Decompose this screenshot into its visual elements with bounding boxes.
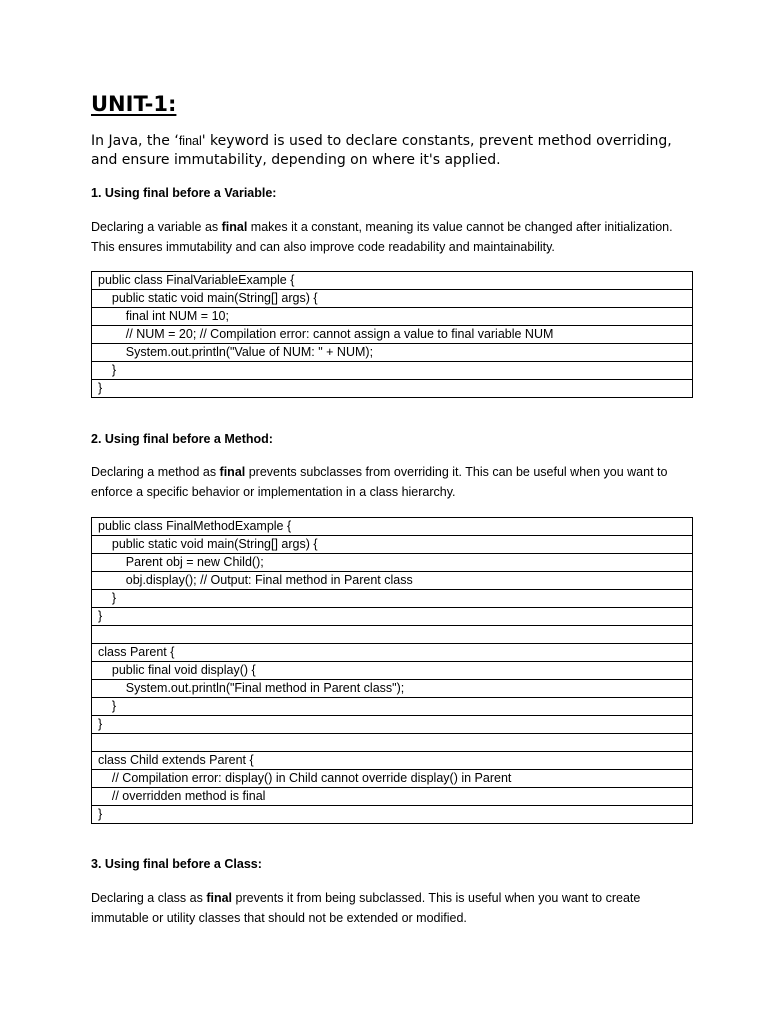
keyword-final: final <box>221 220 248 234</box>
keyword-final: final <box>219 465 246 479</box>
code-line: } <box>92 362 693 380</box>
intro-text-before: In Java, the ‘ <box>91 133 179 149</box>
code-block-variable <box>91 271 693 398</box>
code-line: } <box>92 380 693 398</box>
page-title: UNIT-1: <box>91 92 177 116</box>
section-3-paragraph: Declaring a class as final prevents it from being subclassed. This is useful when you want to create immutable or utility classes that should not be extended or modified. <box>91 891 641 925</box>
code-line: System.out.println("Final method in Parent class"); <box>92 680 693 698</box>
code-line: } <box>92 608 693 626</box>
code-line: } <box>92 698 693 716</box>
intro-text-after: ' keyword is used to declare constants, prevent method overriding, and ensure immutability, depending on where it's applied. <box>91 133 672 168</box>
code-line: class Parent { <box>92 644 693 662</box>
code-line: class Child extends Parent { <box>92 752 693 770</box>
intro-keyword: final <box>178 134 202 148</box>
code-line: public class FinalMethodExample { <box>92 518 693 536</box>
code-line: } <box>92 806 693 824</box>
code-line: public static void main(String[] args) { <box>92 536 693 554</box>
code-line <box>92 626 693 644</box>
code-line: obj.display(); // Output: Final method in Parent class <box>92 572 693 590</box>
code-line: Parent obj = new Child(); <box>92 554 693 572</box>
section-3-heading: 3. Using final before a Class: <box>91 857 262 871</box>
code-line: } <box>92 590 693 608</box>
section-1-heading: 1. Using final before a Variable: <box>91 186 277 200</box>
code-line: final int NUM = 10; <box>92 308 693 326</box>
code-line: } <box>92 716 693 734</box>
code-line: // overridden method is final <box>92 788 693 806</box>
intro-paragraph <box>91 132 691 170</box>
code-line: public final void display() { <box>92 662 693 680</box>
code-line: public class FinalVariableExample { <box>92 272 693 290</box>
code-line: System.out.println("Value of NUM: " + NUM); <box>92 344 693 362</box>
keyword-final: final <box>206 891 233 905</box>
code-block-method <box>91 517 693 824</box>
section-1-paragraph: Declaring a variable as final makes it a constant, meaning its value cannot be changed after initialization. This ensures immutability and can also improve code readability and maintainability. <box>91 220 673 254</box>
code-line: // Compilation error: display() in Child cannot override display() in Parent <box>92 770 693 788</box>
code-line: // NUM = 20; // Compilation error: cannot assign a value to final variable NUM <box>92 326 693 344</box>
section-2-heading: 2. Using final before a Method: <box>91 432 273 446</box>
section-2-paragraph: Declaring a method as final prevents subclasses from overriding it. This can be useful when you want to enforce a specific behavior or implementation in a class hierarchy. <box>91 465 668 499</box>
code-line: public static void main(String[] args) { <box>92 290 693 308</box>
code-line <box>92 734 693 752</box>
